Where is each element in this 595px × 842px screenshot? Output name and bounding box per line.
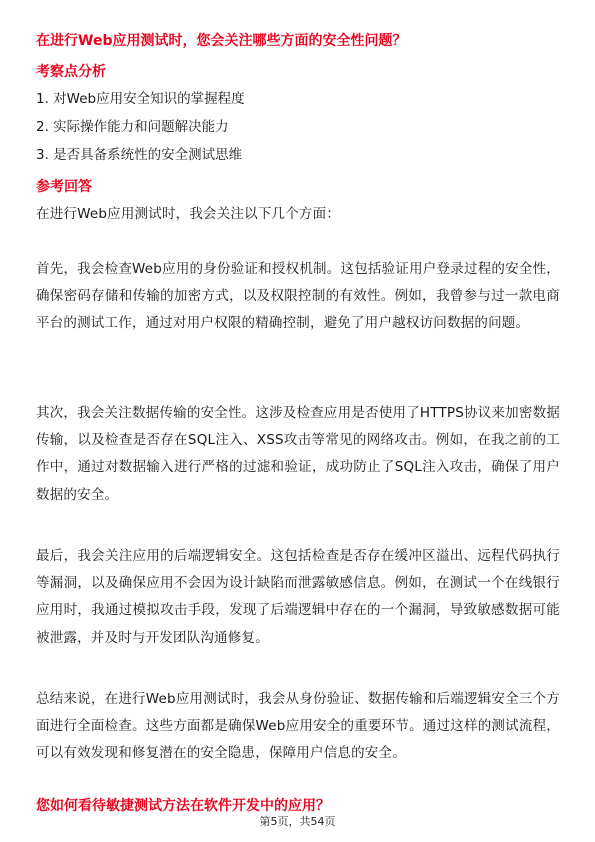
page-number: 第5页，共54页 [259,815,336,828]
answer-paragraph: 首先，我会检查Web应用的身份验证和授权机制。这包括验证用户登录过程的安全性，确保密码存储和传输的加密方式，以及权限控制的有效性。例如，我曾参与过一款电商平台的测试工作，通过对用户权限的精确控制，避免了用户越权访问数据的问题。 [36,261,560,332]
analysis-item: 2. 实际操作能力和问题解决能力 [36,119,229,135]
analysis-item: 3. 是否具备系统性的安全测试思维 [36,147,243,163]
answer-title: 参考回答 [36,179,92,195]
analysis-item: 1. 对Web应用安全知识的掌握程度 [36,91,245,107]
next-question-heading: 您如何看待敏捷测试方法在软件开发中的应用？ [36,798,330,814]
answer-paragraph: 总结来说，在进行Web应用测试时，我会从身份验证、数据传输和后端逻辑安全三个方面进行全面检查。这些方面都是确保Web应用安全的重要环节。通过这样的测试流程，可以有效发现和修复潜在的安全隐患，保障用户信息的安全。 [36,691,560,762]
answer-paragraph: 最后，我会关注应用的后端逻辑安全。这包括检查是否存在缓冲区溢出、远程代码执行等漏洞，以及确保应用不会因为设计缺陷而泄露敏感信息。例如，在测试一个在线银行应用时，我通过模拟攻击手段，发现了后端逻辑中存在的一个漏洞，导致敏感数据可能被泄露，并及时与开发团队沟通修复。 [36,548,560,646]
answer-paragraph: 在进行Web应用测试时，我会关注以下几个方面： [36,206,341,222]
question-heading: 在进行Web应用测试时，您会关注哪些方面的安全性问题？ [36,33,407,49]
analysis-title: 考察点分析 [36,64,106,80]
answer-paragraph: 其次，我会关注数据传输的安全性。这涉及检查应用是否使用了HTTPS协议来加密数据传输，以及检查是否存在SQL注入、XSS攻击等常见的网络攻击。例如，在我之前的工作中，通过对数据输入进行严格的过滤和验证，成功防止了SQL注入攻击，确保了用户数据的安全。 [36,405,560,503]
